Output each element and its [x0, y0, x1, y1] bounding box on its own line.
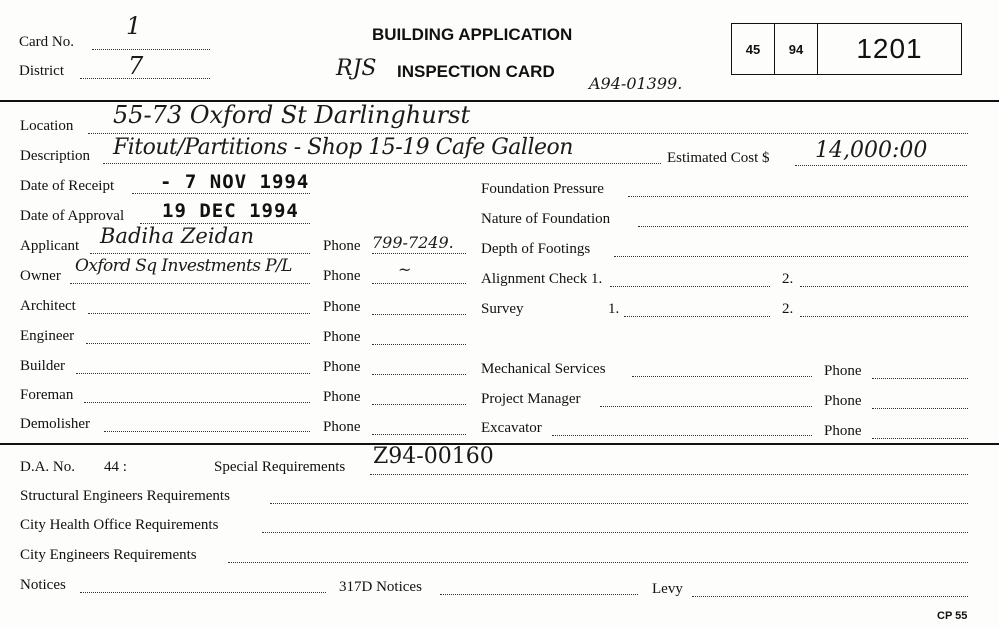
da-no-value: 44 :	[104, 459, 127, 475]
foreman-label: Foreman	[20, 387, 74, 403]
builder-line	[76, 373, 310, 374]
foreman-line	[84, 402, 310, 403]
applicant-line	[90, 253, 310, 254]
survey-line-1	[624, 316, 770, 317]
card-number-box	[731, 23, 962, 75]
form-code: CP 55	[937, 610, 968, 622]
survey-num-2: 2.	[782, 301, 794, 317]
special-requirements-label: Special Requirements	[214, 459, 346, 475]
card-no-label: Card No.	[19, 34, 74, 50]
architect-phone-label: Phone	[323, 299, 361, 315]
builder-label: Builder	[20, 358, 65, 374]
architect-label: Architect	[20, 298, 76, 314]
levy-label: Levy	[652, 581, 683, 597]
estimated-cost-value: 14,000:00	[815, 138, 928, 163]
mechanical-phone-label: Phone	[824, 363, 862, 379]
date-of-receipt-label: Date of Receipt	[20, 178, 115, 194]
structural-engineers-label: Structural Engineers Requirements	[20, 488, 230, 504]
alignment-num-2: 2.	[782, 271, 794, 287]
applicant-value: Badiha Zeidan	[100, 224, 255, 248]
owner-phone-value: ~	[398, 260, 412, 279]
depth-of-footings-line	[614, 256, 968, 257]
foundation-pressure-label: Foundation Pressure	[481, 181, 604, 197]
alignment-line-1	[610, 286, 770, 287]
city-health-line	[262, 532, 968, 533]
applicant-label: Applicant	[20, 238, 80, 254]
receipt-stamp: - 7 NOV 1994	[160, 171, 310, 193]
engineer-phone-line	[372, 344, 466, 345]
demolisher-phone-label: Phone	[323, 419, 361, 435]
builder-phone-line	[372, 374, 466, 375]
owner-line	[70, 283, 310, 284]
special-requirements-line	[370, 474, 968, 475]
demolisher-label: Demolisher	[20, 416, 90, 432]
card-no-line	[92, 49, 210, 50]
alignment-check-label: Alignment Check 1.	[481, 271, 603, 287]
architect-line	[88, 313, 310, 314]
mechanical-line	[632, 376, 812, 377]
card-number: 1201	[856, 33, 923, 64]
project-manager-line	[600, 406, 812, 407]
notices-317d-line	[440, 594, 638, 595]
engineer-label: Engineer	[20, 328, 75, 344]
nature-of-foundation-label: Nature of Foundation	[481, 211, 611, 227]
district-label: District	[19, 63, 64, 79]
district-line	[80, 78, 210, 79]
city-engineers-line	[228, 562, 968, 563]
excavator-phone-line	[872, 438, 968, 439]
special-requirements-value: Z94-00160	[373, 444, 494, 469]
date-of-approval-label: Date of Approval	[20, 208, 125, 224]
form-subtitle: INSPECTION CARD	[397, 62, 555, 81]
foundation-pressure-line	[628, 196, 968, 197]
code-2: 94	[775, 24, 818, 74]
mechanical-services-label: Mechanical Services	[481, 361, 606, 377]
architect-phone-line	[372, 314, 466, 315]
owner-phone-line	[372, 283, 466, 284]
applicant-phone-label: Phone	[323, 238, 361, 254]
project-manager-phone-label: Phone	[824, 393, 862, 409]
applicant-phone-line	[372, 253, 466, 254]
notices-317d-label: 317D Notices	[339, 579, 422, 595]
location-value: 55-73 Oxford St Darlinghurst	[113, 101, 471, 129]
project-manager-label: Project Manager	[481, 391, 581, 407]
demolisher-line	[104, 431, 310, 432]
excavator-line	[552, 435, 812, 436]
mechanical-phone-line	[872, 378, 968, 379]
owner-label: Owner	[20, 268, 61, 284]
city-engineers-label: City Engineers Requirements	[20, 547, 197, 563]
estimated-cost-line	[795, 165, 967, 166]
description-line	[103, 163, 661, 164]
initials: RJS	[336, 56, 377, 81]
project-manager-phone-line	[872, 408, 968, 409]
estimated-cost-label: Estimated Cost $	[667, 150, 770, 166]
district-value: 7	[128, 52, 144, 80]
card-no-value: 1	[126, 12, 142, 40]
survey-label: Survey	[481, 301, 524, 317]
owner-value: Oxford Sq Investments P/L	[75, 256, 292, 276]
nature-of-foundation-line	[638, 226, 968, 227]
owner-phone-label: Phone	[323, 268, 361, 284]
foreman-phone-label: Phone	[323, 389, 361, 405]
receipt-line	[132, 193, 310, 194]
builder-phone-label: Phone	[323, 359, 361, 375]
reference-number: A94-01399.	[589, 74, 683, 93]
excavator-label: Excavator	[481, 420, 542, 436]
applicant-phone-value: 799-7249.	[372, 233, 454, 252]
city-health-label: City Health Office Requirements	[20, 517, 219, 533]
description-value: Fitout/Partitions - Shop 15-19 Cafe Galleon	[113, 135, 573, 160]
excavator-phone-label: Phone	[824, 423, 862, 439]
depth-of-footings-label: Depth of Footings	[481, 241, 591, 257]
demolisher-phone-line	[372, 434, 466, 435]
approval-stamp: 19 DEC 1994	[162, 200, 299, 222]
code-1: 45	[732, 24, 775, 74]
alignment-line-2	[800, 286, 968, 287]
engineer-phone-label: Phone	[323, 329, 361, 345]
notices-line	[80, 592, 326, 593]
form-title: BUILDING APPLICATION	[372, 25, 573, 44]
description-label: Description	[20, 148, 90, 164]
foreman-phone-line	[372, 404, 466, 405]
location-line	[88, 133, 968, 134]
da-no-label: D.A. No.	[20, 459, 75, 475]
levy-line	[692, 596, 968, 597]
structural-line	[270, 503, 968, 504]
location-label: Location	[20, 118, 74, 134]
engineer-line	[86, 343, 310, 344]
survey-num-1: 1.	[608, 301, 620, 317]
survey-line-2	[800, 316, 968, 317]
footer-divider	[0, 443, 999, 445]
notices-label: Notices	[20, 577, 66, 593]
